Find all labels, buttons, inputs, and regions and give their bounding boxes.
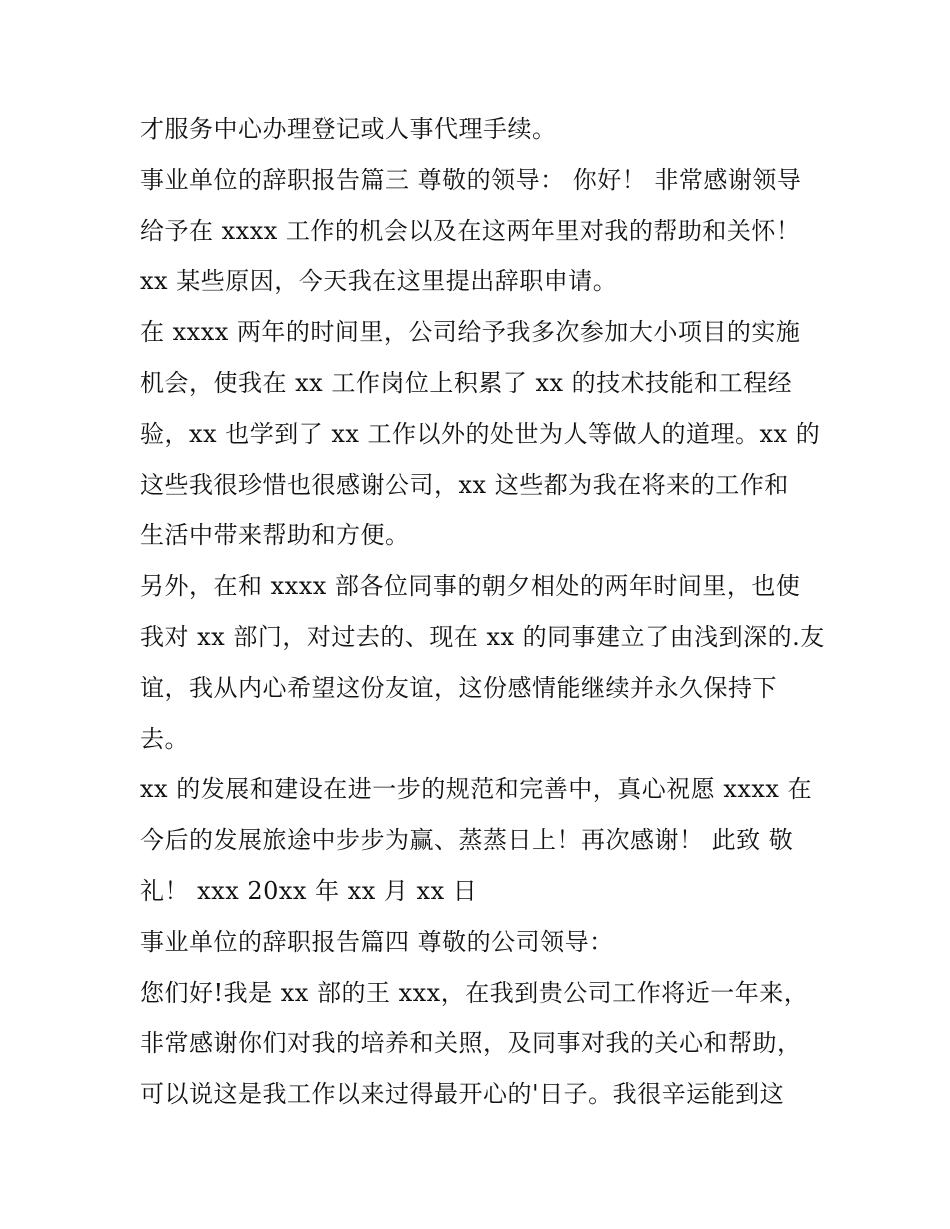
text-line: 验，xx 也学到了 xx 工作以外的处世为人等做人的道理。xx 的: [140, 419, 821, 448]
text-line: 机会，使我在 xx 工作岗位上积累了 xx 的技术技能和工程经: [140, 368, 793, 397]
text-line: 我对 xx 部门，对过去的、现在 xx 的同事建立了由浅到深的.友: [140, 622, 825, 651]
text-line: 生活中带来帮助和方便。: [140, 521, 410, 550]
text-line: 今后的发展旅途中步步为赢、蒸蒸日上！再次感谢！ 此致 敬: [140, 826, 794, 855]
text-line: 去。: [140, 724, 189, 753]
text-line: 事业单位的辞职报告篇三 尊敬的领导： 你好！ 非常感谢领导: [140, 165, 802, 194]
text-line: xx 的发展和建设在进一步的规范和完善中，真心祝愿 xxxx 在: [140, 775, 813, 804]
text-line: 这些我很珍惜也很感谢公司，xx 这些都为我在将来的工作和: [140, 470, 789, 499]
text-line: 您们好!我是 xx 部的王 xxx，在我到贵公司工作将近一年来，: [140, 978, 809, 1007]
document-body: [140, 104, 825, 1120]
text-line: 谊，我从内心希望这份友谊，这份感情能继续并永久保持下: [140, 673, 777, 702]
text-line: 可以说这是我工作以来过得最开心的'日子。我很辛运能到这: [140, 1080, 785, 1109]
text-line: 给予在 xxxx 工作的机会以及在这两年里对我的帮助和关怀！: [140, 216, 801, 245]
text-line: 非常感谢你们对我的培养和关照，及同事对我的关心和帮助，: [140, 1029, 802, 1058]
text-line: xx 某些原因，今天我在这里提出辞职申请。: [140, 267, 618, 296]
text-line: 事业单位的辞职报告篇四 尊敬的公司领导：: [140, 927, 614, 956]
text-line: 在 xxxx 两年的时间里，公司给予我多次参加大小项目的实施: [140, 318, 801, 347]
text-line: 另外，在和 xxxx 部各位同事的朝夕相处的两年时间里，也使: [140, 572, 801, 601]
text-line: 才服务中心办理登记或人事代理手续。: [140, 115, 557, 143]
text-line: 礼！ xxx 20xx 年 xx 月 xx 日: [140, 876, 478, 905]
